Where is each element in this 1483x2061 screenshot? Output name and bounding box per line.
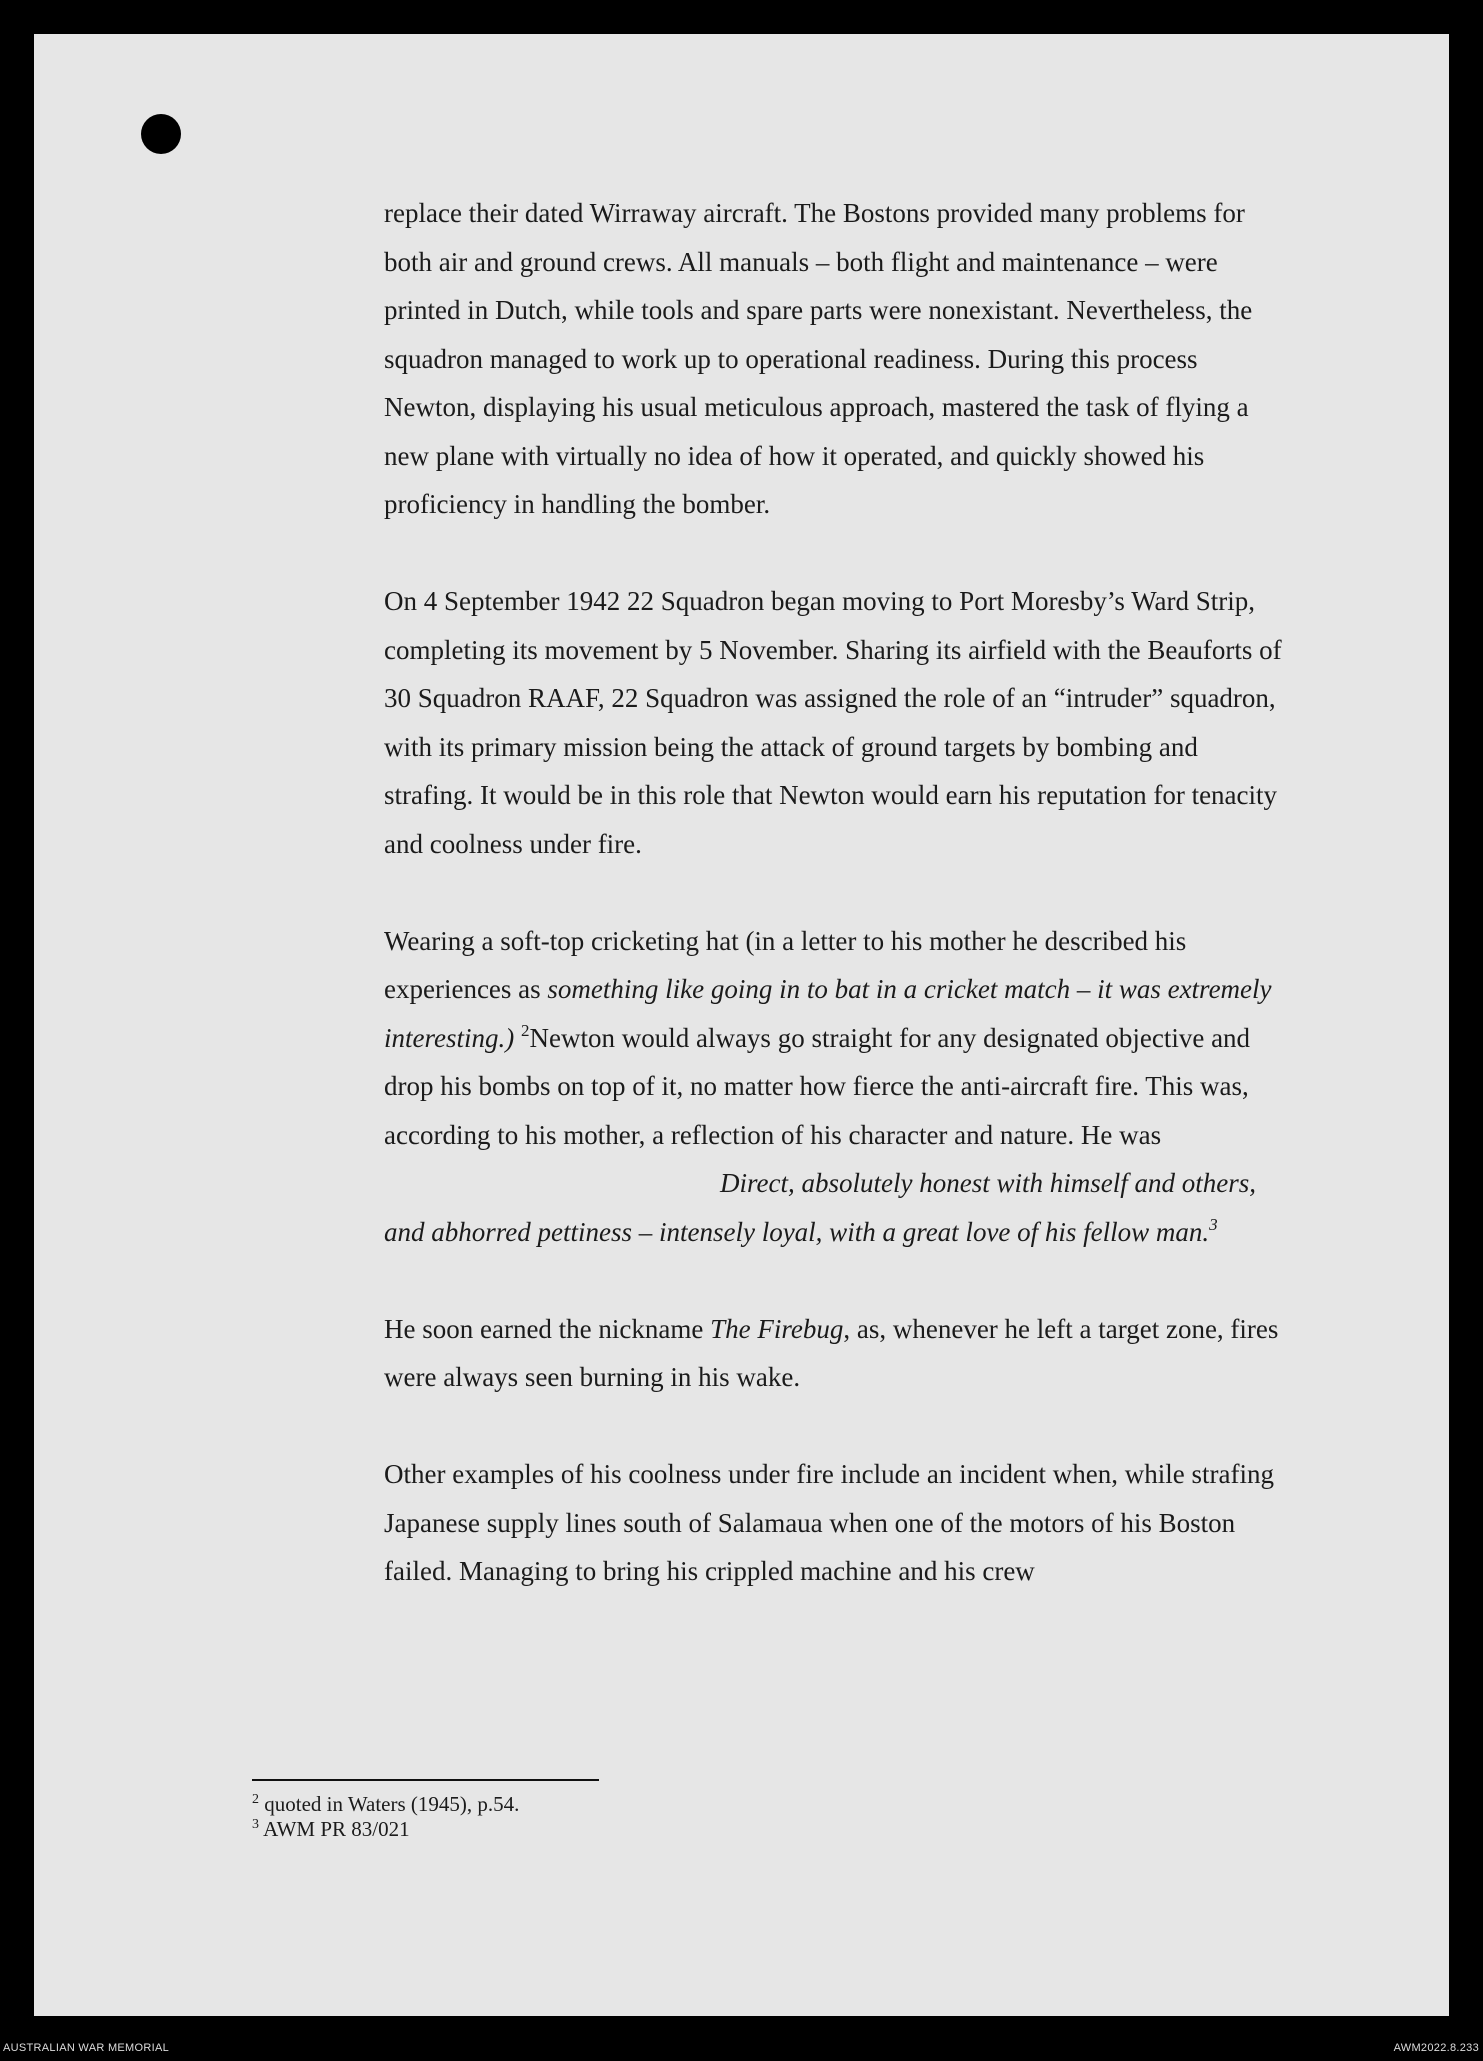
- text-run: , as, whenever he left a target zone, fires were always seen burning in his wake.: [384, 1313, 1279, 1392]
- text-run: He soon earned the nickname: [384, 1313, 711, 1344]
- text-run: Other examples of his coolness under fire include an incident when, while strafing Japanese supply lines south of Salamaua when one of the motors of his Boston failed. Managing to bring his crippled machine and his crew: [384, 1459, 1274, 1586]
- block-quote: [384, 1159, 1284, 1256]
- text-run: The Firebug: [710, 1313, 844, 1344]
- text-run: Wearing a soft-top cricketing hat (in a letter to his mother he described his experiences as: [384, 925, 1187, 1004]
- text-run: something like going in to bat in a cricket match – it was extremely interesting.): [384, 974, 1272, 1053]
- footnote-3: [252, 1817, 952, 1842]
- body-text: [384, 189, 1284, 1596]
- paragraph: [384, 1305, 1284, 1402]
- footnotes: [252, 1792, 952, 1842]
- archive-institution: AUSTRALIAN WAR MEMORIAL: [3, 2042, 170, 2054]
- paragraph: [384, 189, 1284, 529]
- footnote-text: quoted in Waters (1945), p.54.: [264, 1792, 520, 1816]
- footnote-reference: 3: [1209, 1214, 1218, 1234]
- text-run: Newton would always go straight for any designated objective and drop his bombs on top of it, no matter how fierce the anti-aircraft fire. This was, according to his mother, a reflection of his character and nature. He was: [384, 1022, 1251, 1150]
- footnote-text: AWM PR 83/021: [263, 1817, 410, 1841]
- archive-reference: AWM2022.8.233: [1393, 2042, 1479, 2054]
- text-run: replace their dated Wirraway aircraft. The Bostons provided many problems for both air and ground crews. All manuals – both flight and maintenance – were printed in Dutch, while tools and spare parts were nonexistant. Nevertheless, the squadron managed to work up to operational readiness. During this process Newton, displaying his usual meticulous approach, mastered the task of flying a new plane with virtually no idea of how it operated, and quickly showed his proficiency in handling the bomber.: [384, 198, 1253, 519]
- text-run: [514, 1023, 521, 1053]
- footnote-number: 2: [252, 1792, 259, 1807]
- text-run: On 4 September 1942 22 Squadron began moving to Port Moresby’s Ward Strip, completing its movement by 5 November. Sharing its airfield with the Beauforts of 30 Squadron RAAF, 22 Squadron was assigned the role of an “intruder” squadron, with its primary mission being the attack of ground targets by bombing and strafing. It would be in this role that Newton would earn his reputation for tenacity and coolness under fire.: [384, 586, 1282, 859]
- paragraph: [384, 1450, 1284, 1596]
- footnote-divider: [252, 1779, 599, 1781]
- paragraph: [384, 917, 1284, 1160]
- footnote-number: 3: [252, 1817, 259, 1832]
- document-page: [34, 34, 1449, 2016]
- footnote-2: [252, 1792, 952, 1817]
- archive-footer-bar: [0, 2037, 1483, 2061]
- paragraph: [384, 577, 1284, 868]
- punch-hole: [141, 114, 181, 154]
- footnote-reference: 2: [520, 1020, 530, 1040]
- text-run: Direct, absolutely honest with himself and others, and abhorred pettiness – intensely loyal, with a great love of his fellow man.: [384, 1168, 1256, 1247]
